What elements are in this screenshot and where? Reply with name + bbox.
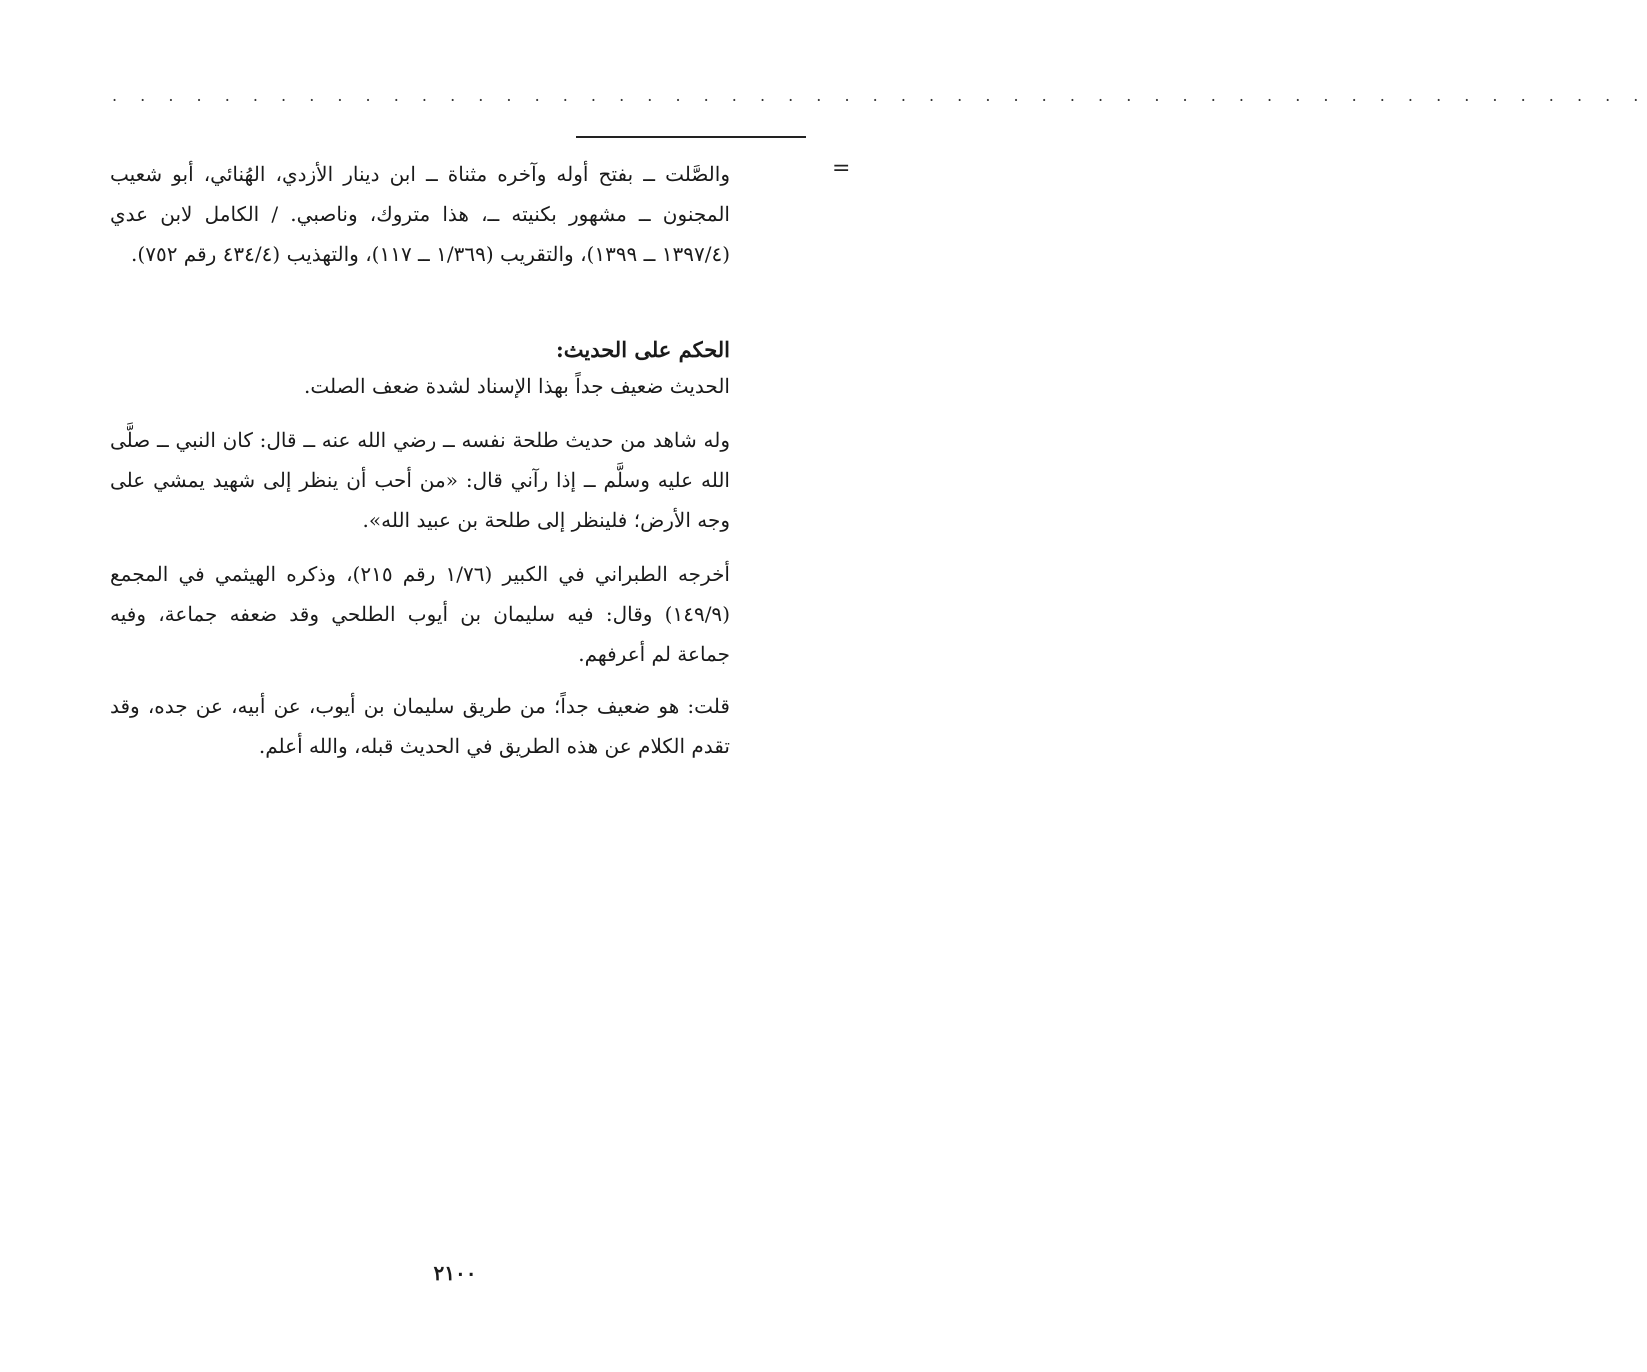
paragraph-conclusion: قلت: هو ضعيف جداً؛ من طريق سليمان بن أيوب، عن أبيه، عن جده، وقد تقدم الكلام عن هذه الطريق في الحديث قبله، والله أعلم. bbox=[110, 694, 730, 758]
footnote-rule bbox=[576, 136, 806, 138]
page-number: ٢١٠٠ bbox=[433, 1261, 477, 1285]
footnote-text: والصَّلت ــ بفتح أوله وآخره مثناة ــ ابن دينار الأزدي، الهُنائي، أبو شعيب المجنون ــ مشهور بكنيته ــ، هذا متروك، وناصبي. / الكامل لابن عدي (١٣٩٧/٤ ــ ١٣٩٩)، والتقريب (١/٣٦٩ ــ ١١٧)، والتهذيب (٤٣٤/٤ رقم ٧٥٢). bbox=[110, 162, 730, 266]
verdict-text: الحديث ضعيف جداً بهذا الإسناد لشدة ضعف الصلت. bbox=[303, 374, 730, 398]
section-heading: الحكم على الحديث: bbox=[556, 337, 730, 362]
margin-mark: = bbox=[832, 156, 851, 181]
paragraph-takhrij: أخرجه الطبراني في الكبير (١/٧٦ رقم ٢١٥)، وذكره الهيثمي في المجمع (١٤٩/٩) وقال: فيه سليمان بن أيوب الطلحي وقد ضعفه جماعة، وفيه جماعة لم أعرفهم. bbox=[110, 562, 730, 666]
dotted-separator: . . . . . . . . . . . . . . . . . . . . . . . . . . . . . . . . . . . . . . . . . . . . . . . . . . . . . . . bbox=[112, 86, 1647, 105]
paragraph-witness: وله شاهد من حديث طلحة نفسه ــ رضي الله عنه ــ قال: كان النبي ــ صلَّى الله عليه وسلَّم ــ إذا رآني قال: «من أحب أن ينظر إلى شهيد يمشي على وجه الأرض؛ فلينظر إلى طلحة بن عبيد الله». bbox=[110, 428, 730, 532]
